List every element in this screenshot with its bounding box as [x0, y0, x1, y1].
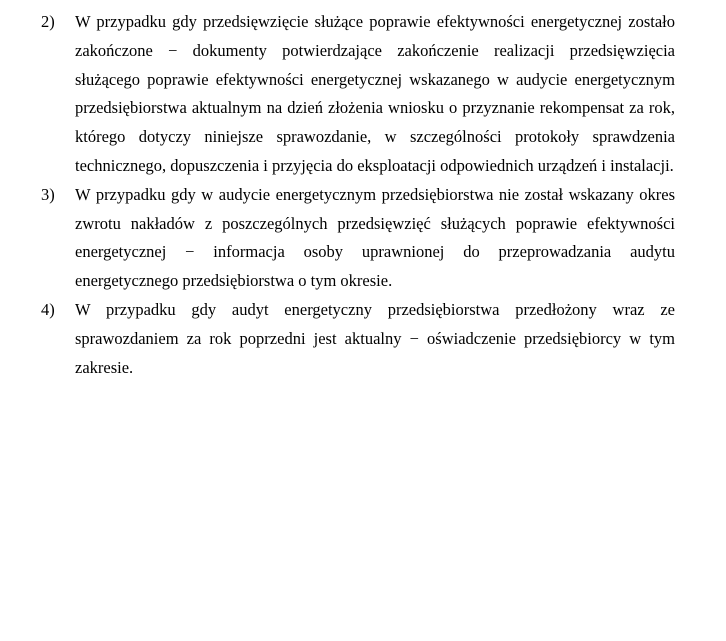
list-item-text: W przypadku gdy audyt energetyczny przedsiębiorstwa przedłożony wraz ze sprawozdaniem za rok poprzedni jest aktualny − oświadczenie przedsiębiorcy w tym zakresie. [75, 299, 675, 377]
list-item-number: 4) [41, 299, 55, 319]
list-item-text: W przypadku gdy przedsięwzięcie służące poprawie efektywności energetycznej zostało zakończone − dokumenty potwierdzające zakończenie realizacji przedsięwzięcia służącego poprawie efektywności energetycznej wskazanego w audycie energetycznym przedsiębiorstwa aktualnym na dzień złożenia wniosku o przyznanie rekompensat za rok, którego dotyczy niniejsze sprawozdanie, w szczególności protokoły sprawdzenia technicznego, dopuszczenia i przyjęcia do eksploatacji odpowiednich urządzeń i instalacji. [75, 12, 675, 175]
list-item [41, 181, 675, 296]
list-item-text: W przypadku gdy w audycie energetycznym przedsiębiorstwa nie został wskazany okres zwrotu nakładów z poszczególnych przedsięwzięć służących poprawie efektywności energetycznej − informacja osoby uprawnionej do przeprowadzania audytu energetycznego przedsiębiorstwa o tym okresie. [75, 184, 675, 291]
list-item-number: 2) [41, 12, 55, 31]
list-item-number: 3) [41, 184, 55, 204]
list-item [41, 8, 675, 181]
numbered-list [41, 8, 675, 382]
list-item [41, 296, 675, 382]
